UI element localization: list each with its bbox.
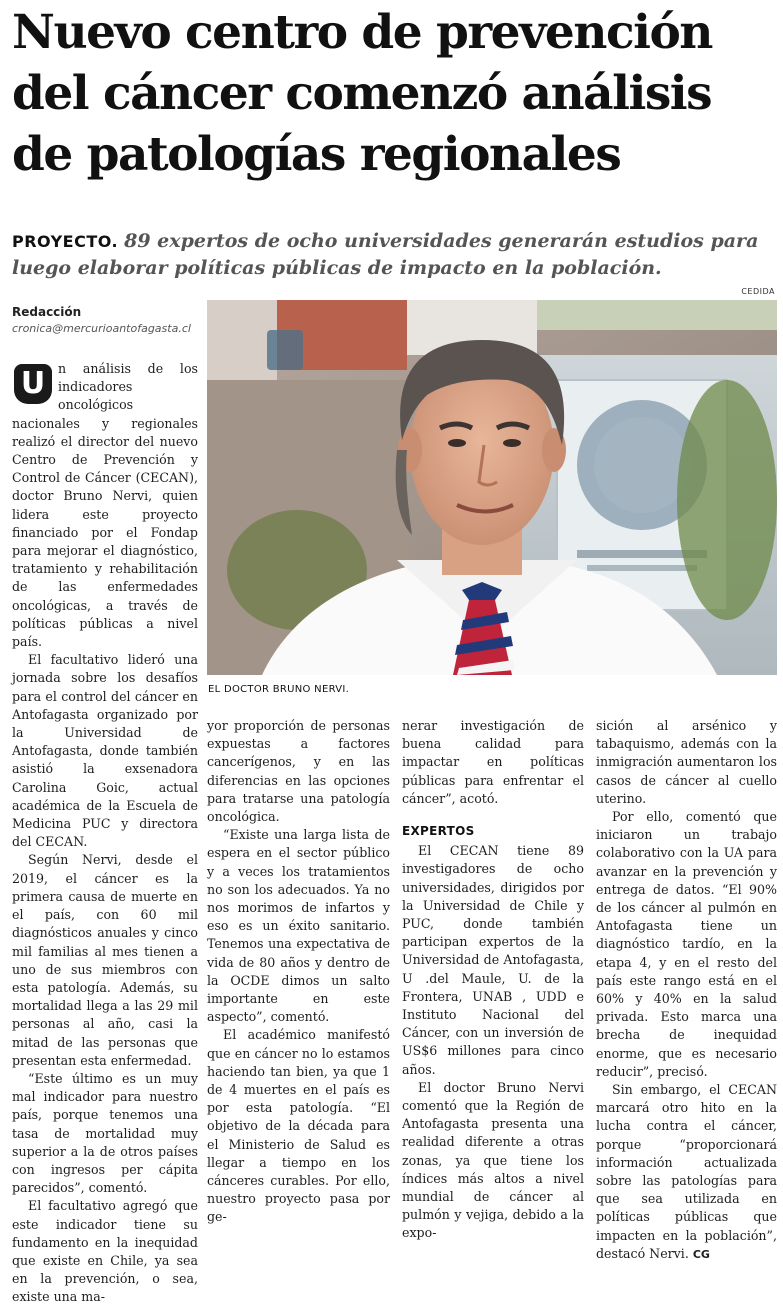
paragraph: n análisis de los indicadores oncológicos nacionales y regionales realizó el director del nuevo Centro de Prevención y Control de Cáncer (CECAN), doctor Bruno Nervi, quien lidera este proyecto financiado por el Fondap para mejorar el diagnóstico, tratamiento y rehabilitación de las enfermedades oncológicas, a través de políticas públicas a nivel país. bbox=[12, 361, 198, 650]
end-mark: CG bbox=[692, 1247, 710, 1261]
headline-line-2: del cáncer comenzó análisis bbox=[12, 66, 712, 121]
article-column-3 bbox=[402, 717, 584, 1243]
photo-caption: EL DOCTOR BRUNO NERVI. bbox=[208, 684, 350, 695]
paragraph bbox=[596, 1081, 777, 1264]
article-column-2 bbox=[207, 717, 390, 1227]
section-heading: EXPERTOS bbox=[402, 824, 475, 839]
paragraph: El facultativo agregó que este indicador tiene su fundamento en la inequidad que existe en Chile, ya sea en la prevención, o sea, existe una ma- bbox=[12, 1198, 198, 1305]
paragraph: sición al arsénico y tabaquismo, además con la inmigración aumentaron los casos de cáncer al cuello uterino. bbox=[596, 718, 777, 806]
paragraph: El facultativo lideró una jornada sobre los desafíos para el control del cáncer en Antofagasta organizado por la Universidad de Antofagasta, donde también asistió la exsenadora Carolina Goic, actual académica de la Escuela de Medicina PUC y directora del CECAN. bbox=[12, 652, 198, 850]
portrait-photo bbox=[207, 300, 777, 675]
byline bbox=[12, 305, 202, 335]
paragraph: “Este último es un muy mal indicador para nuestro país, porque tenemos una tasa de mortalidad muy superior a la de otros países con ingresos per cápita parecidos”, comentó. bbox=[12, 1070, 198, 1196]
paragraph: Según Nervi, desde el 2019, el cáncer es la primera causa de muerte en el país, con 60 mil diagnósticos anuales y cinco mil familias al mes tienen a uno de sus miembros con esta patología. Además, su mortalidad llega a las 29 mil personas al año, casi la mitad de las personas que presentan esta enfermedad. bbox=[12, 852, 198, 1068]
deck-kicker: PROYECTO. bbox=[12, 232, 119, 251]
headline-line-3: de patologías regionales bbox=[12, 127, 621, 182]
paragraph: “Existe una larga lista de espera en el sector público y a veces los tratamientos no son los adecuados. Ya no nos morimos de infartos y eso es un éxito sanitario. Tenemos una expectativa de vida de 80 años y dentro de la OCDE dimos un salto importante en este aspecto”, comentó. bbox=[207, 827, 390, 1025]
paragraph: El CECAN tiene 89 investigadores de ocho universidades, dirigidos por la Universidad de Chile y PUC, donde también participan expertos de la Universidad de Antofagasta, U .del Maule, U. de la Frontera, UNAB , UDD e Instituto Nacional del Cáncer, con un inversión de US$6 millones para cinco años. bbox=[402, 843, 584, 1077]
paragraph: El académico manifestó que en cáncer no lo estamos haciendo tan bien, ya que 1 de 4 muertes en el país es por esta patología. “El objetivo de la década para el Ministerio de Salud es llegar a tiempo en los cánceres curables. Por ello, nuestro proyecto pasa por ge- bbox=[207, 1027, 390, 1225]
subheadline bbox=[12, 228, 772, 282]
byline-name: Redacción bbox=[12, 305, 82, 319]
dropcap-letter: U bbox=[14, 364, 52, 404]
deck-text: 89 expertos de ocho universidades generarán estudios para luego elaborar políticas públicas de impacto en la población. bbox=[12, 230, 759, 279]
byline-email[interactable]: cronica@mercurioantofagasta.cl bbox=[12, 322, 191, 335]
paragraph-text: Sin embargo, el CECAN marcará otro hito en la lucha contra el cáncer, porque “proporcionará información actualizada sobre las patologías para que sea utilizada en políticas públicas que impacten en la población”, destacó Nervi. bbox=[596, 1082, 777, 1261]
paragraph: yor proporción de personas expuestas a factores cancerígenos, y en las diferencias en las opciones para tratarse una patología oncológica. bbox=[207, 718, 390, 825]
paragraph: Por ello, comentó que iniciaron un trabajo colaborativo con la UA para avanzar en la prevención y entrega de datos. “El 90% de los cáncer al pulmón en Antofagasta tiene un diagnóstico tardío, en la etapa 4, y en el resto del país este rango está en el 60% y 40% en la salud privada. Esto marca una brecha de inequidad enorme, que es necesario reducir”, precisó. bbox=[596, 809, 777, 1079]
article-column-1 bbox=[12, 360, 198, 1307]
paragraph: nerar investigación de buena calidad para impactar en políticas públicas para enfrentar el cáncer”, acotó. bbox=[402, 718, 584, 806]
headline bbox=[12, 2, 777, 185]
paragraph: El doctor Bruno Nervi comentó que la Región de Antofagasta presenta una realidad diferente a otras zonas, ya que tiene los índices más altos a nivel mundial de cáncer al pulmón y vejiga, debido a la expo- bbox=[402, 1079, 584, 1241]
photo-credit: CEDIDA bbox=[741, 287, 775, 296]
portrait-illustration bbox=[207, 300, 777, 675]
headline-line-1: Nuevo centro de prevención bbox=[12, 5, 712, 60]
article-column-4 bbox=[596, 717, 777, 1264]
